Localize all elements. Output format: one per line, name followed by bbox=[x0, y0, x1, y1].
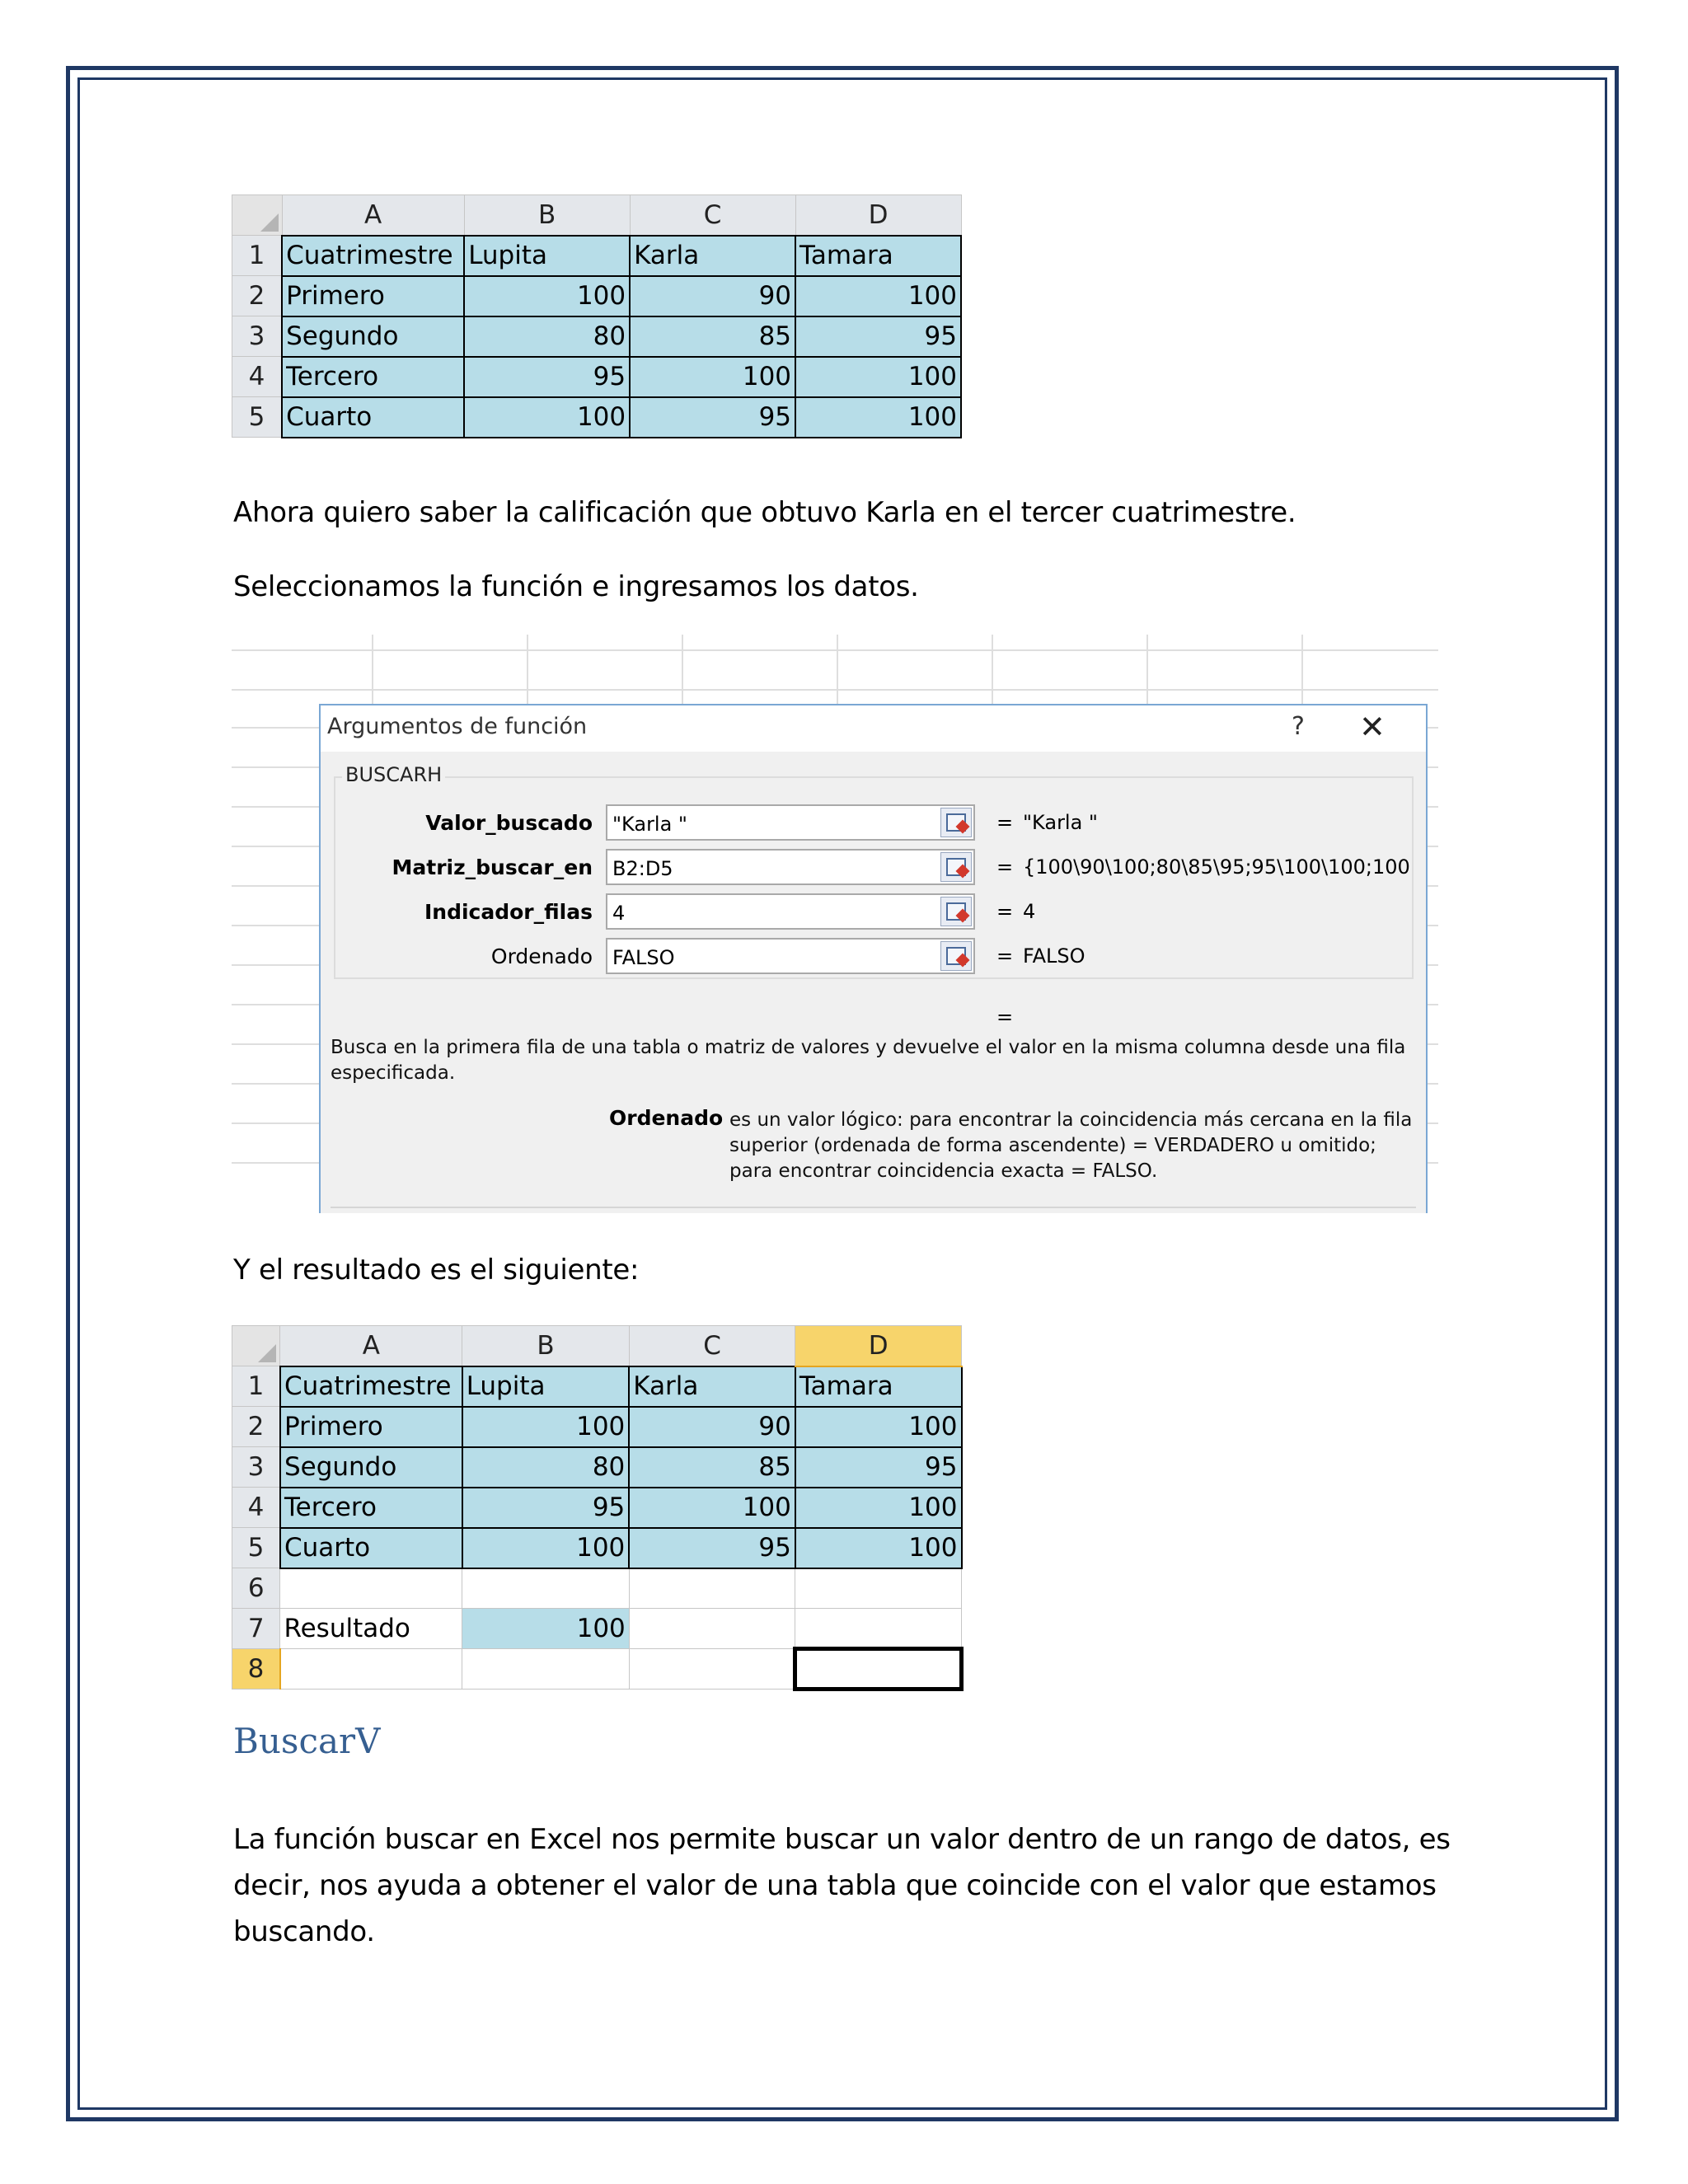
arg-result: 4 bbox=[1023, 900, 1036, 923]
formula-result-equals: = bbox=[996, 1005, 1014, 1029]
cell[interactable]: Karla bbox=[629, 1366, 795, 1407]
row-header[interactable]: 4 bbox=[232, 357, 283, 397]
cell[interactable]: 100 bbox=[795, 397, 961, 438]
valor-buscado-input[interactable]: "Karla " bbox=[606, 804, 975, 841]
table-row bbox=[232, 397, 962, 438]
cell[interactable]: Primero bbox=[280, 1407, 462, 1447]
parameter-name: Ordenado bbox=[609, 1106, 724, 1130]
column-header-a[interactable]: A bbox=[280, 1326, 462, 1366]
cell[interactable]: 100 bbox=[795, 357, 961, 397]
row-header[interactable]: 7 bbox=[232, 1609, 280, 1649]
cell[interactable] bbox=[280, 1649, 462, 1690]
table-row bbox=[232, 1528, 962, 1568]
cell[interactable]: Tercero bbox=[282, 357, 464, 397]
cell[interactable]: 80 bbox=[462, 1447, 630, 1488]
parameter-description: es un valor lógico: para encontrar la coincidencia más cercana en la fila superior (ordenada de forma ascendente) = VERDADERO u omitido; para encontrar coincidencia exacta = FALSO. bbox=[729, 1109, 1413, 1182]
dialog-separator bbox=[331, 1207, 1416, 1208]
cell[interactable]: Karla bbox=[630, 236, 795, 276]
table-row bbox=[232, 1407, 962, 1447]
table-row bbox=[232, 1649, 962, 1690]
column-header-d[interactable]: D bbox=[795, 195, 961, 236]
function-arguments-screenshot bbox=[232, 635, 1438, 1213]
function-arguments-dialog bbox=[319, 704, 1428, 1213]
arg-result: {100\90\100;80\85\95;95\100\100;100 bbox=[1023, 855, 1410, 879]
table-row bbox=[232, 276, 962, 316]
column-header-c[interactable]: C bbox=[630, 195, 795, 236]
help-button[interactable]: ? bbox=[1292, 712, 1305, 741]
collapse-dialog-icon[interactable] bbox=[940, 897, 972, 926]
cell[interactable]: 95 bbox=[464, 357, 630, 397]
cell[interactable]: 100 bbox=[795, 276, 961, 316]
table-row bbox=[232, 1366, 962, 1407]
column-header-b[interactable]: B bbox=[464, 195, 630, 236]
equals-sign: = bbox=[996, 944, 1014, 968]
column-header-b[interactable]: B bbox=[462, 1326, 630, 1366]
dialog-title-bar bbox=[321, 705, 1426, 752]
row-header[interactable]: 2 bbox=[232, 276, 283, 316]
cell[interactable]: Tercero bbox=[280, 1488, 462, 1528]
cell[interactable] bbox=[795, 1568, 962, 1609]
collapse-dialog-icon[interactable] bbox=[940, 808, 972, 837]
cell[interactable]: 90 bbox=[630, 276, 795, 316]
paragraph-question: Ahora quiero saber la calificación que obtuvo Karla en el tercer cuatrimestre. bbox=[233, 496, 1296, 529]
dialog-title: Argumentos de función bbox=[327, 714, 588, 739]
select-all-corner[interactable] bbox=[232, 195, 283, 236]
cell[interactable]: 90 bbox=[629, 1407, 795, 1447]
row-header-selected[interactable]: 8 bbox=[232, 1649, 280, 1690]
arg-result: FALSO bbox=[1023, 944, 1085, 968]
cell[interactable]: 100 bbox=[795, 1528, 962, 1568]
table-row bbox=[232, 1488, 962, 1528]
paragraph-instruction: Seleccionamos la función e ingresamos los datos. bbox=[233, 570, 919, 603]
cell[interactable]: Cuatrimestre bbox=[282, 236, 464, 276]
cell[interactable]: 80 bbox=[464, 316, 630, 357]
select-all-corner[interactable] bbox=[232, 1326, 280, 1366]
cell[interactable]: 95 bbox=[462, 1488, 630, 1528]
cell[interactable]: 85 bbox=[629, 1447, 795, 1488]
row-header[interactable]: 5 bbox=[232, 1528, 280, 1568]
row-header[interactable]: 2 bbox=[232, 1407, 280, 1447]
cell[interactable]: 100 bbox=[795, 1407, 962, 1447]
column-header-a[interactable]: A bbox=[282, 195, 464, 236]
row-header[interactable]: 1 bbox=[232, 236, 283, 276]
cell[interactable]: 100 bbox=[462, 1407, 630, 1447]
cell-result-value[interactable]: 100 bbox=[462, 1609, 630, 1649]
cell[interactable] bbox=[795, 1609, 962, 1649]
cell[interactable]: 95 bbox=[795, 316, 961, 357]
cell[interactable]: Tamara bbox=[795, 236, 961, 276]
cell[interactable]: Cuatrimestre bbox=[280, 1366, 462, 1407]
collapse-dialog-icon[interactable] bbox=[940, 852, 972, 882]
table-row bbox=[232, 1609, 962, 1649]
cell[interactable]: Segundo bbox=[280, 1447, 462, 1488]
row-header[interactable]: 4 bbox=[232, 1488, 280, 1528]
cell[interactable]: Lupita bbox=[462, 1366, 630, 1407]
row-header[interactable]: 3 bbox=[232, 1447, 280, 1488]
indicador-filas-input[interactable]: 4 bbox=[606, 893, 975, 930]
cell[interactable]: 100 bbox=[630, 357, 795, 397]
collapse-dialog-icon[interactable] bbox=[940, 941, 972, 971]
spreadsheet-original bbox=[232, 194, 962, 438]
cell[interactable]: Lupita bbox=[464, 236, 630, 276]
equals-sign: = bbox=[996, 855, 1014, 879]
arg-label-ordenado: Ordenado bbox=[490, 944, 593, 968]
table-row bbox=[232, 1447, 962, 1488]
cell[interactable]: 100 bbox=[464, 276, 630, 316]
function-name: BUSCARH bbox=[342, 763, 445, 786]
cell[interactable] bbox=[462, 1568, 630, 1609]
table-row bbox=[232, 316, 962, 357]
cell[interactable]: Segundo bbox=[282, 316, 464, 357]
column-header-c[interactable]: C bbox=[629, 1326, 795, 1366]
matriz-buscar-en-input[interactable]: B2:D5 bbox=[606, 849, 975, 885]
active-cell[interactable] bbox=[795, 1649, 962, 1690]
cell[interactable] bbox=[462, 1649, 630, 1690]
spreadsheet-result bbox=[232, 1325, 964, 1691]
cell[interactable] bbox=[629, 1568, 795, 1609]
cell[interactable]: Cuarto bbox=[280, 1528, 462, 1568]
arg-label-matriz-buscar-en: Matriz_buscar_en bbox=[392, 855, 593, 879]
cell[interactable] bbox=[280, 1568, 462, 1609]
cell[interactable]: 100 bbox=[795, 1488, 962, 1528]
arg-label-indicador-filas: Indicador_filas bbox=[424, 900, 593, 924]
equals-sign: = bbox=[996, 900, 1014, 923]
row-header[interactable]: 5 bbox=[232, 397, 283, 438]
arg-label-valor-buscado: Valor_buscado bbox=[425, 811, 593, 835]
cell[interactable]: 95 bbox=[630, 397, 795, 438]
row-header[interactable]: 1 bbox=[232, 1366, 280, 1407]
column-header-d-selected[interactable]: D bbox=[795, 1326, 962, 1366]
cell[interactable] bbox=[629, 1649, 795, 1690]
paragraph-buscarv-description: La función buscar en Excel nos permite buscar un valor dentro de un rango de datos, es decir, nos ayuda a obtener el valor de una tabla que coincide con el valor que estamos buscando. bbox=[233, 1823, 1451, 1948]
section-heading: BuscarV bbox=[233, 1721, 381, 1761]
cell-result-label[interactable]: Resultado bbox=[280, 1609, 462, 1649]
table-row bbox=[232, 357, 962, 397]
function-description: Busca en la primera fila de una tabla o matriz de valores y devuelve el valor en la misma columna desde una fila especificada. bbox=[331, 1037, 1406, 1084]
row-header[interactable]: 6 bbox=[232, 1568, 280, 1609]
ordenado-input[interactable]: FALSO bbox=[606, 938, 975, 974]
cell[interactable]: 100 bbox=[462, 1528, 630, 1568]
paragraph-result-intro: Y el resultado es el siguiente: bbox=[233, 1254, 640, 1286]
arg-result: "Karla " bbox=[1023, 811, 1098, 834]
cell[interactable]: Cuarto bbox=[282, 397, 464, 438]
cell[interactable]: 100 bbox=[464, 397, 630, 438]
table-row bbox=[232, 236, 962, 276]
row-header[interactable]: 3 bbox=[232, 316, 283, 357]
cell[interactable]: Tamara bbox=[795, 1366, 962, 1407]
table-row bbox=[232, 1568, 962, 1609]
cell[interactable]: 100 bbox=[629, 1488, 795, 1528]
equals-sign: = bbox=[996, 811, 1014, 834]
cell[interactable]: Primero bbox=[282, 276, 464, 316]
cell[interactable]: 95 bbox=[795, 1447, 962, 1488]
cell[interactable] bbox=[629, 1609, 795, 1649]
cell[interactable]: 95 bbox=[629, 1528, 795, 1568]
cell[interactable]: 85 bbox=[630, 316, 795, 357]
close-icon[interactable]: ✕ bbox=[1359, 709, 1386, 745]
